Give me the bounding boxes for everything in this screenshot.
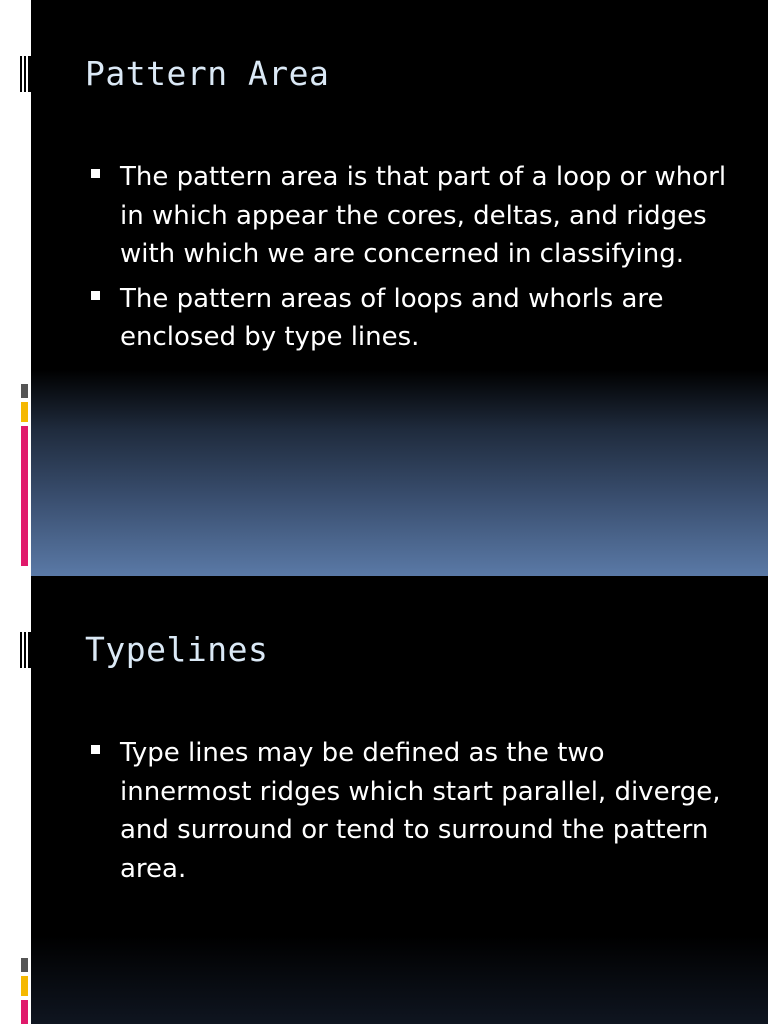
bullet-list	[91, 734, 731, 894]
list-item	[91, 158, 731, 274]
list-item	[91, 280, 731, 357]
accent-bar-yellow	[21, 976, 28, 996]
accent-bar-pink	[21, 426, 28, 566]
slide-title: Typelines	[85, 630, 269, 669]
square-bullet-icon	[91, 169, 100, 178]
bullet-text: The pattern area is that part of a loop or whorl in which appear the cores, deltas, and ridges with which we are concerned in classifying.	[120, 162, 727, 269]
accent-bar-gray	[21, 384, 28, 398]
slide-title: Pattern Area	[85, 54, 330, 93]
slide-typelines	[0, 576, 768, 1024]
vertical-stripes-icon	[20, 56, 32, 92]
bullet-list	[91, 158, 731, 363]
bullet-text: Type lines may be defined as the two innermost ridges which start parallel, diverge, and surround or tend to surround the pattern area.	[120, 738, 721, 884]
bullet-text: The pattern areas of loops and whorls are enclosed by type lines.	[120, 283, 664, 352]
square-bullet-icon	[91, 291, 100, 300]
accent-bar-pink	[21, 1000, 28, 1024]
list-item	[91, 734, 731, 888]
accent-bar-yellow	[21, 402, 28, 422]
accent-bar-gray	[21, 958, 28, 972]
vertical-stripes-icon	[20, 632, 32, 668]
square-bullet-icon	[91, 745, 100, 754]
